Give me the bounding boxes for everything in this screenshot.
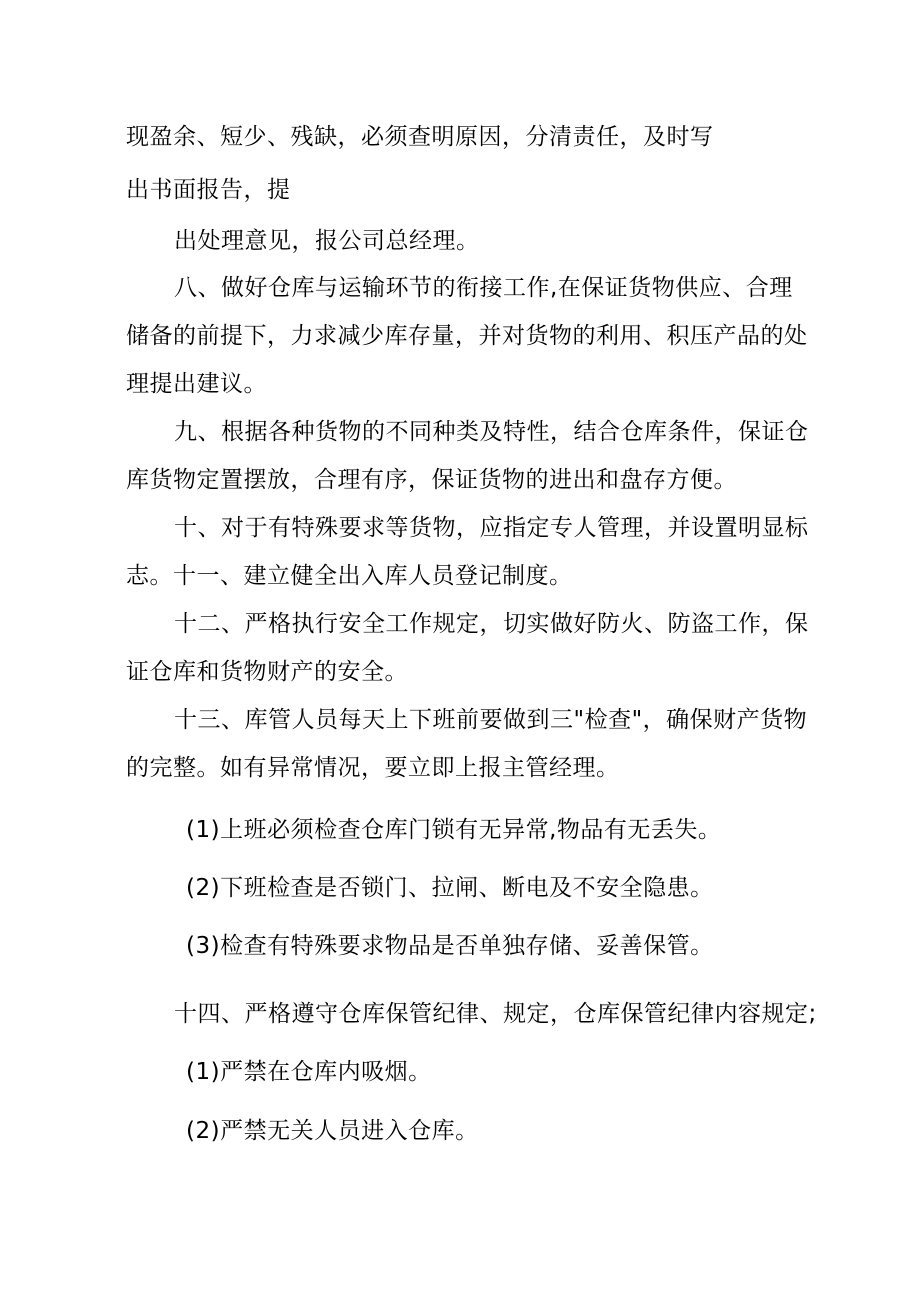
text-line: 理提出建议。 xyxy=(126,371,267,397)
text-line: (2)下班检查是否锁门、拉闸、断电及不安全隐患。 xyxy=(186,875,714,901)
text-line: (1)严禁在仓库内吸烟。 xyxy=(186,1059,432,1085)
text-line: (2)严禁无关人员进入仓库。 xyxy=(186,1118,479,1144)
text-line: 的完整。如有异常情况，要立即上报主管经理。 xyxy=(126,755,620,781)
text-line: 九、根据各种货物的不同种类及特性，结合仓库条件，保证仓 xyxy=(174,419,809,445)
text-line: 十四、严格遵守仓库保管纪律、规定，仓库保管纪律内容规定; xyxy=(174,1001,817,1027)
text-line: 储备的前提下，力求减少库存量，并对货物的利用、积压产品的处 xyxy=(126,323,808,349)
text-line: 十、对于有特殊要求等货物，应指定专人管理，并设置明显标 xyxy=(174,515,809,541)
text-line: (1)上班必须检查仓库门锁有无异常,物品有无丢失。 xyxy=(186,817,722,843)
text-line: 现盈余、短少、残缺，必须查明原因，分清责任，及时写 xyxy=(126,124,714,150)
text-line: 出处理意见，报公司总经理。 xyxy=(174,228,480,254)
text-line: 十二、严格执行安全工作规定，切实做好防火、防盗工作，保 xyxy=(174,611,809,637)
text-line: 证仓库和货物财产的安全。 xyxy=(126,659,408,685)
text-line: 库货物定置摆放，合理有序，保证货物的进出和盘存方便。 xyxy=(126,467,737,493)
text-line: 志。十一、建立健全出入库人员登记制度。 xyxy=(126,563,573,589)
text-line: 十三、库管人员每天上下班前要做到三"检查"，确保财产货物 xyxy=(174,707,808,733)
text-line: (3)检查有特殊要求物品是否单独存储、妥善保管。 xyxy=(186,933,714,959)
text-line: 八、做好仓库与运输环节的衔接工作,在保证货物供应、合理 xyxy=(174,275,793,301)
text-line: 出书面报告，提 xyxy=(126,177,291,203)
